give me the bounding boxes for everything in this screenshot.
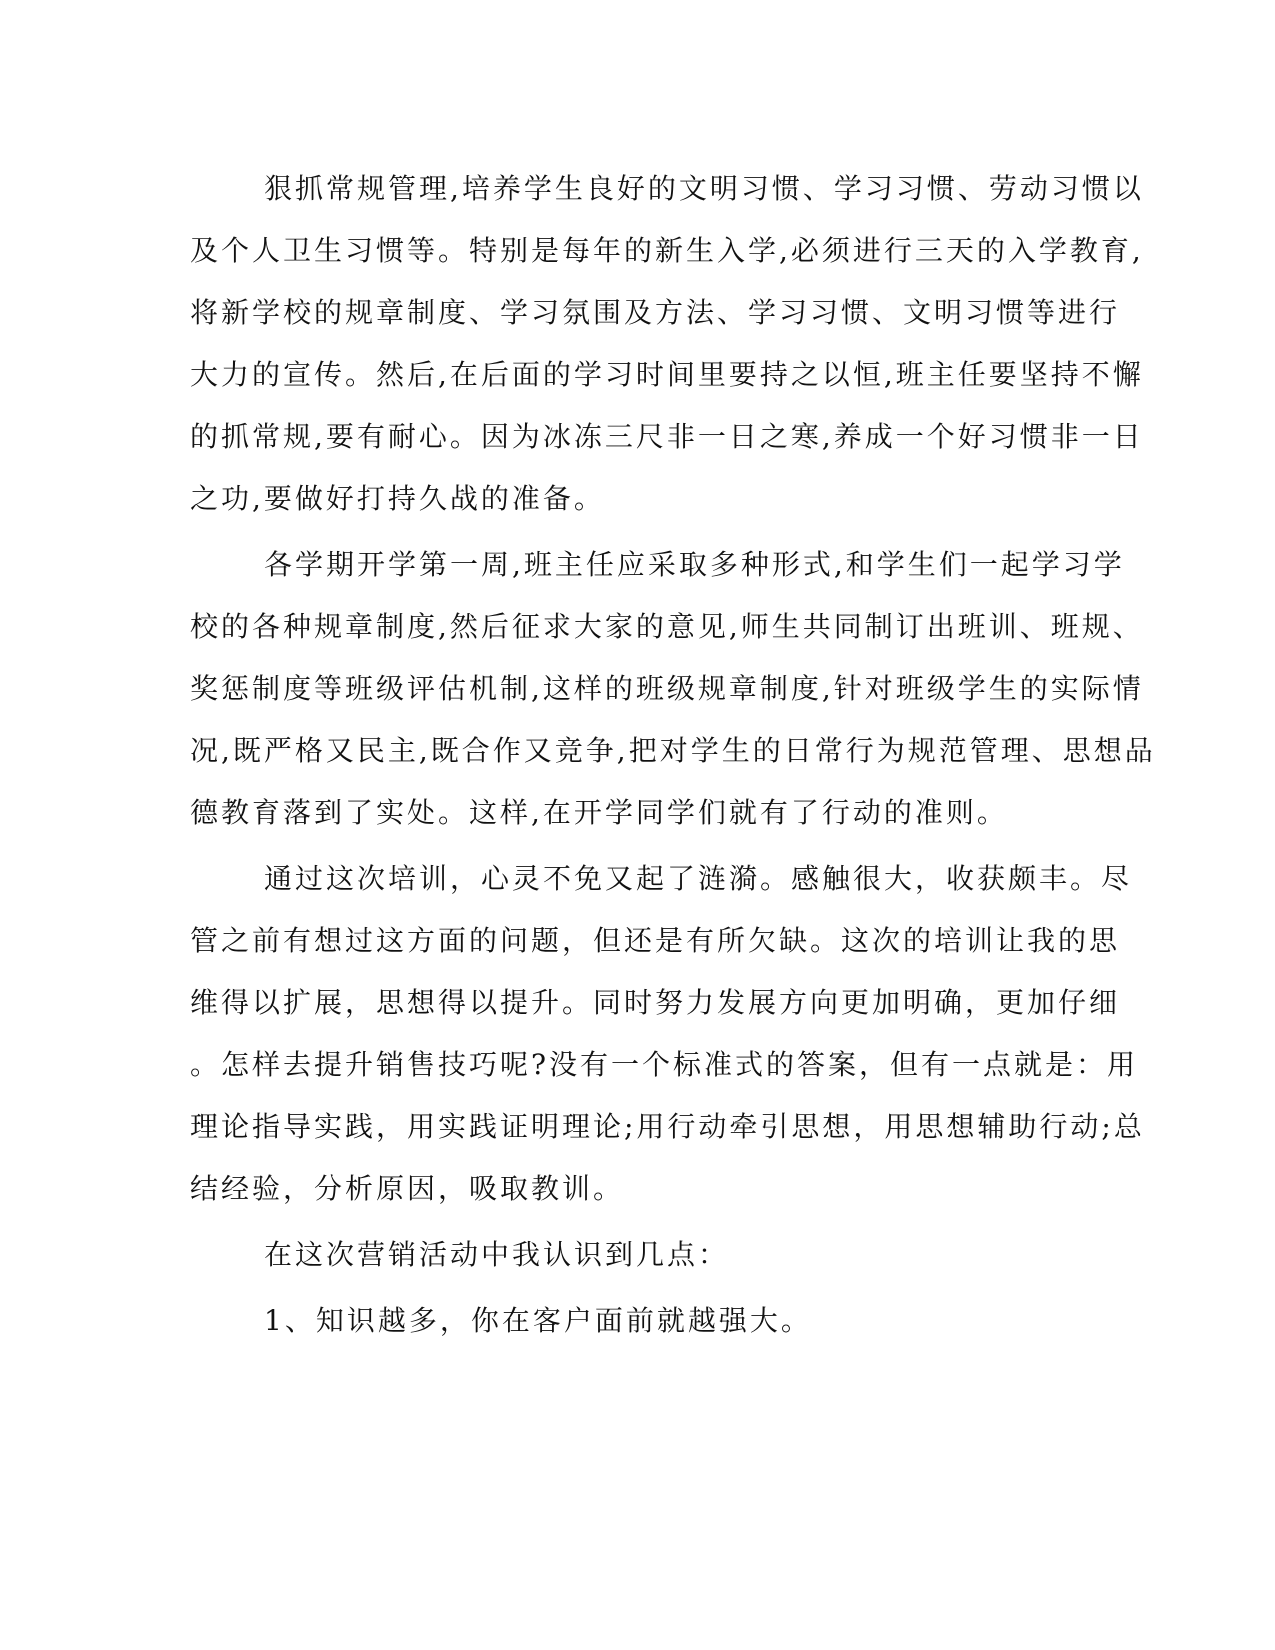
paragraph-3	[190, 848, 1145, 1220]
document-body	[190, 158, 1156, 1352]
paragraph-line: 的抓常规,要有耐心。因为冰冻三尺非一日之寒,养成一个好习惯非一日	[190, 420, 1144, 453]
paragraph-4	[190, 1224, 1090, 1286]
paragraph-line: 。怎样去提升销售技巧呢?没有一个标准式的答案，但有一点就是：用	[190, 1048, 1139, 1081]
paragraph-5	[190, 1290, 1090, 1352]
paragraph-line: 奖惩制度等班级评估机制,这样的班级规章制度,针对班级学生的实际情	[190, 672, 1144, 705]
paragraph-line: 管之前有想过这方面的问题，但还是有所欠缺。这次的培训让我的思	[190, 924, 1121, 957]
paragraph-line: 大力的宣传。然后,在后面的学习时间里要持之以恒,班主任要坚持不懈	[190, 358, 1144, 391]
paragraph-line: 理论指导实践，用实践证明理论;用行动牵引思想，用思想辅助行动;总	[190, 1110, 1145, 1143]
paragraph-line: 德教育落到了实处。这样,在开学同学们就有了行动的准则。	[190, 796, 1008, 829]
paragraph-line: 之功,要做好打持久战的准备。	[190, 482, 605, 515]
paragraph-line: 校的各种规章制度,然后征求大家的意见,师生共同制订出班训、班规、	[190, 610, 1144, 643]
paragraph-2	[190, 534, 1156, 844]
paragraph-line: 狠抓常规管理,培养学生良好的文明习惯、学习习惯、劳动习惯以	[264, 172, 1144, 205]
paragraph-1	[190, 158, 1144, 530]
paragraph-line: 通过这次培训，心灵不免又起了涟漪。感触很大，收获颇丰。尽	[264, 862, 1133, 895]
paragraph-line: 将新学校的规章制度、学习氛围及方法、学习习惯、文明习惯等进行	[190, 296, 1121, 329]
paragraph-line: 各学期开学第一周,班主任应采取多种形式,和学生们一起学习学	[264, 548, 1125, 581]
paragraph-line: 况,既严格又民主,既合作又竞争,把对学生的日常行为规范管理、思想品	[190, 734, 1156, 767]
paragraph-line: 在这次营销活动中我认识到几点：	[264, 1238, 730, 1271]
paragraph-line: 结经验，分析原因，吸取教训。	[190, 1172, 625, 1205]
paragraph-line: 1、知识越多，你在客户面前就越强大。	[264, 1304, 812, 1337]
paragraph-line: 维得以扩展，思想得以提升。同时努力发展方向更加明确，更加仔细	[190, 986, 1121, 1019]
paragraph-line: 及个人卫生习惯等。特别是每年的新生入学,必须进行三天的入学教育,	[190, 234, 1144, 267]
